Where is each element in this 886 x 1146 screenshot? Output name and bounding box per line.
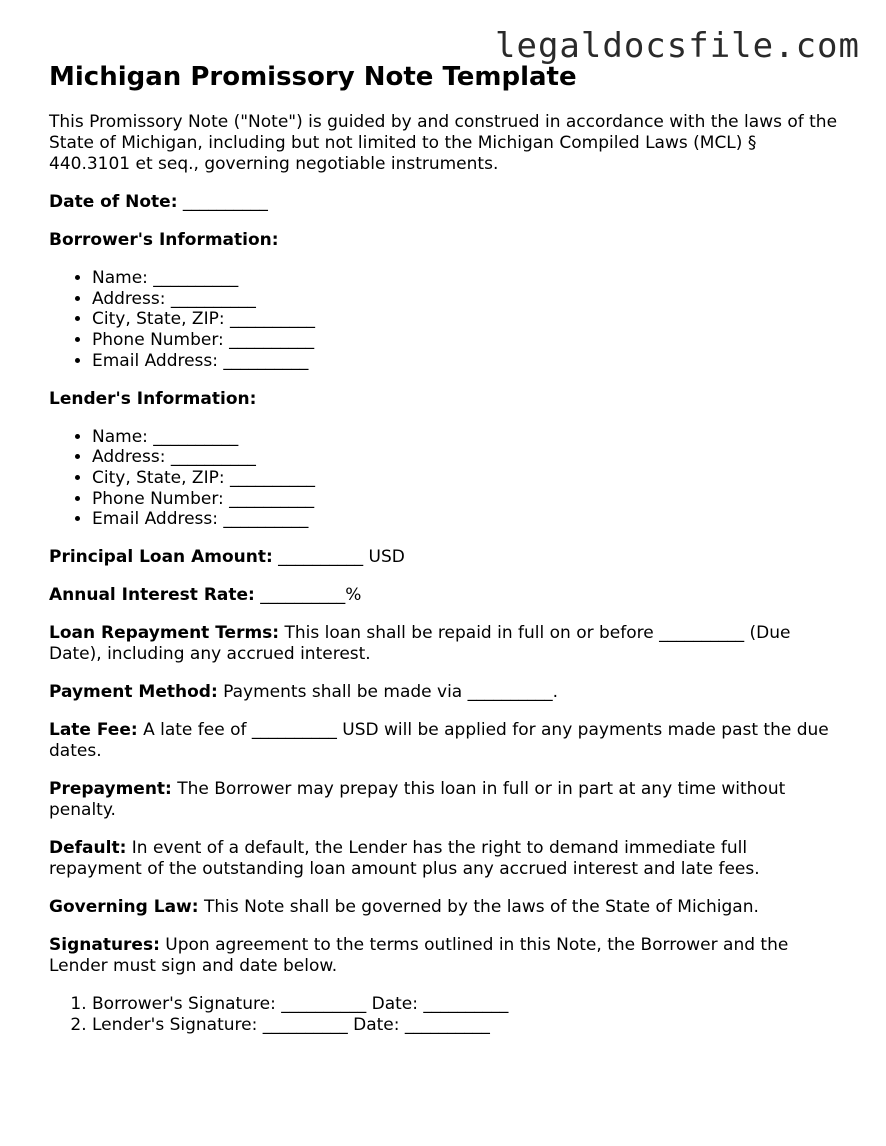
payment-method-label: Payment Method: — [49, 682, 218, 703]
list-item: 1. Borrower's Signature: __________ Date: __________ — [92, 994, 839, 1015]
date-of-note-label: Date of Note: — [49, 192, 178, 212]
list-item: 2. Lender's Signature: __________ Date: __________ — [92, 1015, 839, 1036]
signatures — [49, 935, 839, 977]
governing-law-label: Governing Law: — [49, 897, 199, 918]
prepayment-text: The Borrower may prepay this loan in full or in part at any time without penalty. — [49, 779, 786, 821]
list-item: • Email Address: __________ — [92, 351, 839, 372]
intro-paragraph: This Promissory Note ("Note") is guided by and construed in accordance with the laws of the State of Michigan, including but not limited to the Michigan Compiled Laws (MCL) § 440.3101 et seq., governing negotiable instruments. — [49, 112, 838, 174]
list-item: • City, State, ZIP: __________ — [92, 468, 839, 489]
page-title: Michigan Promissory Note Template — [49, 62, 577, 92]
watermark: legaldocsfile.com — [495, 26, 860, 66]
list-item: • Email Address: __________ — [92, 509, 839, 530]
governing-law — [49, 897, 839, 918]
principal-amount — [49, 547, 839, 568]
signature-list — [49, 994, 839, 1035]
repayment-terms — [49, 623, 839, 665]
principal-text: __________ USD — [272, 547, 405, 568]
list-item: • Address: __________ — [92, 447, 839, 468]
late-fee-text: A late fee of __________ USD will be applied for any payments made past the due dates. — [49, 720, 829, 762]
interest-rate — [49, 585, 839, 606]
list-item: • Address: __________ — [92, 289, 839, 310]
lender-heading — [49, 389, 839, 410]
default-text: In event of a default, the Lender has the right to demand immediate full repayment of the outstanding loan amount plus any accrued interest and late fees. — [49, 838, 760, 880]
borrower-heading — [49, 230, 839, 251]
default-clause — [49, 838, 839, 880]
default-label: Default: — [49, 838, 127, 859]
late-fee-label: Late Fee: — [49, 720, 138, 741]
principal-label: Principal Loan Amount: — [49, 547, 273, 568]
date-of-note — [49, 192, 839, 213]
borrower-list — [49, 268, 839, 372]
repayment-label: Loan Repayment Terms: — [49, 623, 280, 644]
list-item: • Name: __________ — [92, 268, 839, 289]
document-body — [49, 60, 839, 1052]
payment-method — [49, 682, 839, 703]
list-item: • Name: __________ — [92, 427, 839, 448]
list-item: • City, State, ZIP: __________ — [92, 309, 839, 330]
list-item: • Phone Number: __________ — [92, 489, 839, 510]
lender-heading-label: Lender's Information: — [49, 388, 257, 409]
list-item: • Phone Number: __________ — [92, 330, 839, 351]
prepayment-label: Prepayment: — [49, 779, 172, 800]
signatures-label: Signatures: — [49, 935, 160, 956]
interest-text: __________% — [254, 585, 362, 606]
payment-method-text: Payments shall be made via __________. — [217, 682, 559, 703]
signatures-text: Upon agreement to the terms outlined in this Note, the Borrower and the Lender must sign and date below. — [49, 935, 789, 977]
interest-label: Annual Interest Rate: — [49, 585, 255, 606]
date-of-note-blank: __________ — [177, 192, 268, 212]
repayment-text: This loan shall be repaid in full on or before __________ (Due Date), including any accrued interest. — [49, 623, 791, 665]
borrower-heading-label: Borrower's Information: — [49, 230, 279, 250]
governing-law-text: This Note shall be governed by the laws of the State of Michigan. — [198, 897, 759, 918]
prepayment — [49, 779, 839, 821]
late-fee — [49, 720, 839, 762]
lender-list — [49, 427, 839, 531]
